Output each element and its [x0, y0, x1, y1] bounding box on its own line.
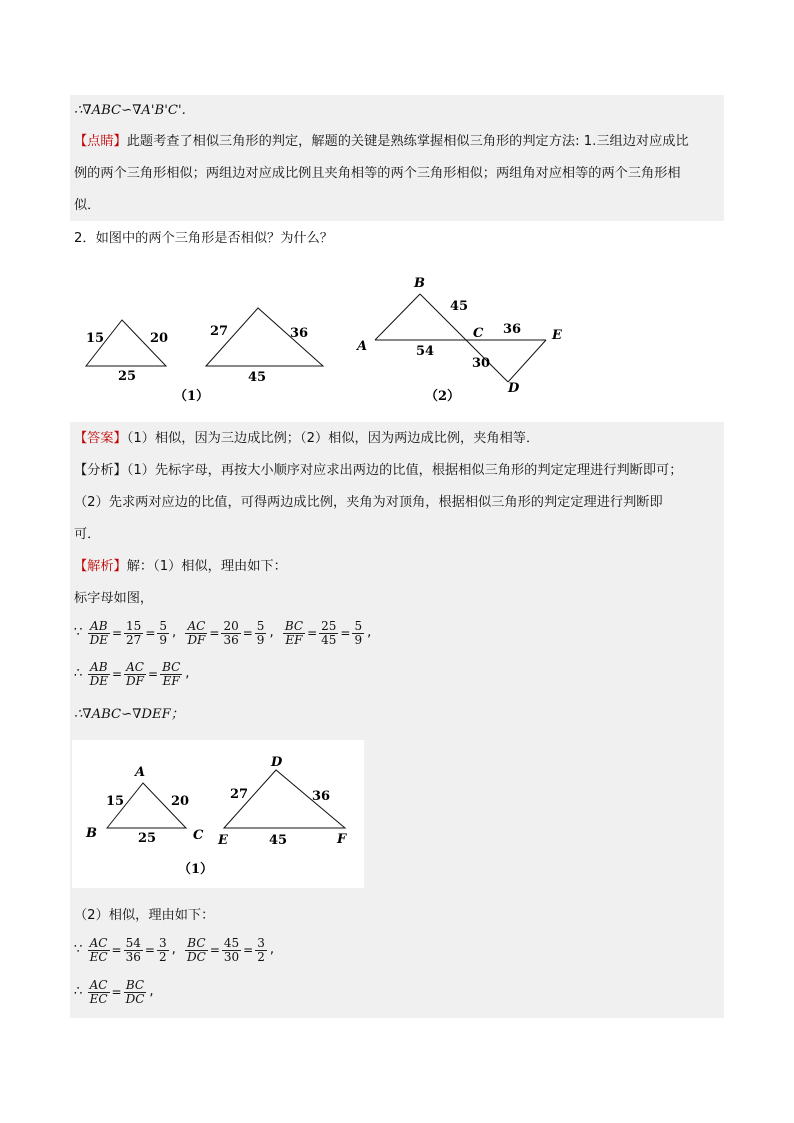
- solution-part2-line: （2）相似，理由如下：: [74, 908, 215, 923]
- fraction-BC-DC: $\frac{BC}{DC}$: [187, 935, 206, 964]
- point-E: E: [552, 328, 562, 343]
- segment-AB: [375, 294, 420, 340]
- segment-ED: [508, 340, 546, 382]
- solution-text-1: 解：（1）相似，理由如下：: [126, 559, 287, 574]
- analysis-tag: 【分析】: [74, 463, 127, 478]
- large-left-length: 27: [210, 324, 229, 339]
- solution-figure: [72, 740, 364, 888]
- ratio-line-1: ∵ $\frac{AB}{DE}$ = $\frac{15}{27}$ = $\frac{5}{9}$ , $\frac{AC}{DF}$ = $\frac{20}{36}$ = $\frac{5}{9}$ , $\frac{BC}{EF}$ = $\frac{25}{45}$ = $\frac{5}{9}$ ,: [74, 618, 372, 647]
- small-left-length: 15: [86, 331, 105, 346]
- point-A: A: [135, 765, 146, 780]
- fraction-BC-EF: $\frac{BC}{EF}$: [284, 618, 304, 647]
- length-BC: 45: [450, 299, 469, 314]
- length-BC: 25: [138, 831, 157, 846]
- length-DF: 36: [312, 789, 331, 804]
- answer-text: （1）相似，因为三边成比例；（2）相似，因为两边成比例，夹角相等．: [126, 431, 540, 446]
- fraction-BC-EF-2: $\frac{BC}{EF}$: [162, 659, 181, 688]
- point-C: C: [473, 326, 484, 341]
- figure2-caption: （2）: [425, 389, 461, 404]
- answer-line: [74, 429, 539, 449]
- point-D: D: [271, 755, 283, 770]
- therefore-symbol-2: ∴: [74, 984, 83, 999]
- fraction-AB-DE: $\frac{AB}{DE}$: [89, 618, 108, 647]
- therefore-statement: ∴∇ABC∽∇A'B'C'.: [74, 103, 186, 118]
- fraction-3-2: $\frac{3}{2}$: [158, 935, 167, 964]
- fraction-15-27: $\frac{15}{27}$: [126, 618, 142, 647]
- point-F: F: [337, 832, 347, 847]
- fraction-25-45: $\frac{25}{45}$: [321, 618, 337, 647]
- fraction-BC-DC-2: $\frac{BC}{DC}$: [125, 977, 145, 1006]
- length-AC: 20: [171, 794, 190, 809]
- point-B: B: [414, 276, 425, 291]
- because-symbol: ∵: [74, 625, 83, 640]
- fraction-AC-EC: $\frac{AC}{EC}$: [89, 935, 108, 964]
- ratio-line-4: ∴ $\frac{AC}{EC}$ = $\frac{BC}{DC}$ ,: [74, 977, 154, 1006]
- analysis-text-1: （1）先标字母，再按大小顺序对应求出两边的比值，根据相似三角形的判定定理进行判断即可；: [126, 463, 683, 478]
- point-A: A: [357, 339, 368, 354]
- fraction-5-9-b: $\frac{5}{9}$: [256, 618, 265, 647]
- analysis-line-1: [74, 461, 682, 481]
- ratio-line-3: ∵ $\frac{AC}{EC}$ = $\frac{54}{36}$ = $\frac{3}{2}$ , $\frac{BC}{DC}$ = $\frac{45}{30}$ = $\frac{3}{2}$ ,: [74, 935, 275, 964]
- large-right-length: 36: [290, 326, 309, 341]
- length-AB: 15: [106, 794, 125, 809]
- length-DE: 27: [230, 787, 249, 802]
- solution-line-1: [74, 557, 287, 577]
- solution-line-2: 标字母如图，: [74, 591, 154, 606]
- point-B: B: [86, 826, 97, 841]
- similar-statement: ∴∇ABC∽∇DEF；: [74, 707, 184, 722]
- length-CE: 36: [503, 322, 522, 337]
- question-figure: [70, 262, 590, 412]
- fraction-5-9: $\frac{5}{9}$: [159, 618, 168, 647]
- because-symbol-2: ∵: [74, 942, 83, 957]
- fraction-3-2-b: $\frac{3}{2}$: [257, 935, 265, 964]
- small-right-length: 20: [150, 331, 169, 346]
- comment-line-3: 似．: [74, 198, 101, 213]
- comment-text-1: 此题考查了相似三角形的判定，解题的关键是熟练掌握相似三角形的判定方法: 1.三组边对应成比: [126, 134, 689, 149]
- analysis-line-2: （2）先求两对应边的比值，可得两边成比例，夹角为对顶角，根据相似三角形的判定定理进行判断即: [74, 495, 663, 510]
- fraction-AC-DF-2: $\frac{AC}{DF}$: [126, 659, 144, 688]
- solution-figure-caption: （1）: [178, 862, 214, 877]
- analysis-line-3: 可．: [74, 527, 101, 542]
- fraction-AC-EC-2: $\frac{AC}{EC}$: [89, 977, 108, 1006]
- small-bottom-length: 25: [118, 369, 137, 384]
- point-D: D: [508, 381, 520, 396]
- point-C: C: [193, 828, 204, 843]
- fraction-5-9-c: $\frac{5}{9}$: [354, 618, 363, 647]
- comment-line-2: 例的两个三角形相似；两组边对应成比例且夹角相等的两个三角形相似；两组角对应相等的两个三角形相: [74, 166, 681, 181]
- solution-tag: 【解析】: [74, 559, 127, 574]
- fraction-45-30: $\frac{45}{30}$: [223, 935, 240, 964]
- fraction-20-36: $\frac{20}{36}$: [223, 618, 239, 647]
- large-bottom-length: 45: [248, 370, 267, 385]
- solution-figure-box: [72, 740, 364, 888]
- therefore-symbol: ∴: [74, 666, 83, 681]
- figure1-caption: （1）: [174, 389, 210, 404]
- fraction-54-36: $\frac{54}{36}$: [125, 935, 141, 964]
- fraction-AB-DE-2: $\frac{AB}{DE}$: [89, 659, 108, 688]
- length-CD: 30: [472, 356, 491, 371]
- comment-tag: 【点睛】: [74, 134, 127, 149]
- length-AC: 54: [416, 344, 435, 359]
- comment-line-1: [74, 132, 689, 152]
- ratio-line-2: ∴ $\frac{AB}{DE}$ = $\frac{AC}{DF}$ = $\frac{BC}{EF}$ ,: [74, 659, 190, 688]
- fraction-AC-DF: $\frac{AC}{DF}$: [187, 618, 206, 647]
- length-EF: 45: [269, 833, 288, 848]
- question-text: 2．如图中的两个三角形是否相似？为什么？: [74, 231, 333, 246]
- point-E: E: [218, 833, 228, 848]
- answer-tag: 【答案】: [74, 431, 127, 446]
